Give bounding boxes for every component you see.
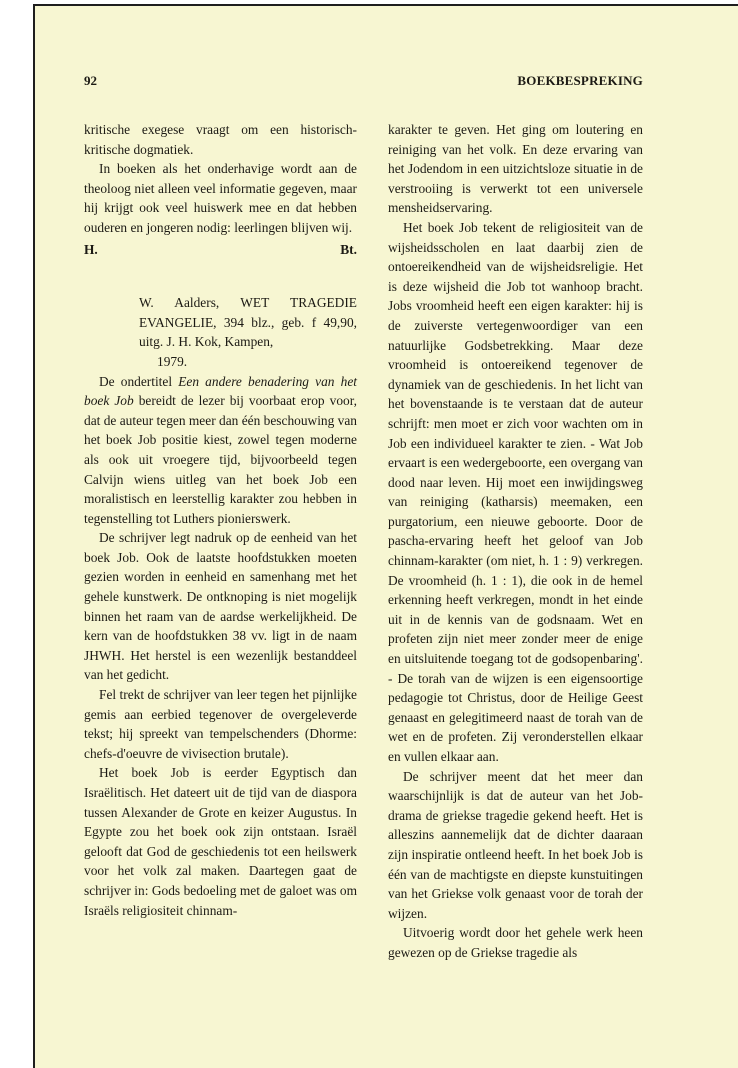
paragraph: De schrijver legt nadruk op de eenheid van het boek Job. Ook de laatste hoofdstukken moeten gezien worden in eenheid en samenhang met het gehele kunstwerk. De ontknoping is niet mogelijk binnen het raam van de aardse werkelijkheid. De kern van de hoofdstukken 38 vv. ligt in de naam JHWH. Het herstel is een wezenlijk bestanddeel van het gedicht. xyxy=(84,530,357,683)
running-title: BOEKBESPREKING xyxy=(517,73,643,88)
subtitle-italic: Een andere benadering van het boek Job xyxy=(84,373,357,409)
page-number: 92 xyxy=(84,73,97,88)
paragraph: De ondertitel Een andere benadering van het boek Job bereidt de lezer bij voorbaat erop voor, dat de auteur tegen meer dan één beschouwing van het boek Job positie kiest, zowel tegen moderne als ook uit vroegere tijd, bijvoorbeeld tegen Calvijn wiens uitleg van het boek Job een moralistisch en leerstellig karakter zou hebben in tegenstelling tot Luthers pionierswerk. xyxy=(84,373,357,526)
left-column xyxy=(84,120,357,920)
signature-initial: H. xyxy=(84,241,98,257)
paragraph: Uitvoerig wordt door het gehele werk heen gewezen op de Griekse tragedie als xyxy=(388,925,643,960)
bibliographic-entry xyxy=(139,293,357,371)
paragraph: De schrijver meent dat het meer dan waarschijnlijk is dat de auteur van het Job-drama de griekse tragedie gekend heeft. Het is alleszins aannemelijk dat de dichter daaraan zijn inspiratie ontleend heeft. In het boek Job is één van de machtigste en diepste kunstuitingen van het Griekse volk genaast voor de torah der wijzen. xyxy=(388,768,643,921)
paragraph: In boeken als het onderhavige wordt aan de theoloog niet alleen veel informatie gegeven, maar hij krijgt ook veel huiswerk mee en dat hebben ouderen en jongeren nodig: leerlingen blijven wij. xyxy=(84,161,357,235)
review-signature xyxy=(84,240,357,260)
book-year: 1979. xyxy=(157,353,188,369)
book-title: WET TRAGEDIE EVANGELIE, xyxy=(139,295,357,330)
paragraph: karakter te geven. Het ging om loutering en reiniging van het volk. En deze ervaring van het Jodendom in een uitzichtsloze situatie in de verstrooiing is verwerkt tot een universele mensheidservaring. xyxy=(388,122,643,216)
book-details: 394 blz., geb. f 49,90, uitg. J. H. Kok, Kampen, xyxy=(139,314,357,350)
paragraph: Het boek Job tekent de religiositeit van de wijsheidsscholen en laat daarbij zien de ontoereikendheid van de wijsheidsreligie. Het is deze wijsheid die Job tot wanhoop bracht. Jobs vroomheid heeft een eigen karakter: hij is de zuiverste vertegenwoordiger van een natuurlijke Godsbetrekking. Maar deze vroomheid is ontoereikend tegenover de dynamiek van de geschiedenis. In het licht van het bovenstaande is te verstaan dat de auteur schrijft: men moet er zich voor wachten om in Job een individueel karakter te zien. - Wat Job ervaart is een wedergeboorte, een overgang van dood naar leven. Hij moet een inwijdingsweg van reiniging (katharsis) meemaken, een purgatorium, een nieuwe geboorte. Door de pascha-ervaring heeft het geloof van Job chinnam-karakter (om niet, h. 1 : 9) verkregen. De vroomheid (h. 1 : 1), die ook in de hemel erkenning heeft verkregen, mondt in het einde uit in de kennis van de godsnaam. Wet en profeten zijn niet meer zonder meer de enige en uitsluitende toegang tot de godsopenbaring'. - De torah van de wijzen is een eigensoortige pedagogie tot Christus, door de Heilige Geest genaast en gelegitimeerd naast de torah van de wet en de profeten. Zij veronderstellen elkaar en vullen elkaar aan. xyxy=(388,219,643,764)
book-author: W. Aalders, xyxy=(139,295,220,311)
signature-initials: Bt. xyxy=(340,241,357,257)
paragraph: Fel trekt de schrijver van leer tegen het pijnlijke gemis aan eerbied tegenover de overgeleverde tekst; hij spreekt van tempelschenders (Dhorme: chefs-d'oeuvre de vivisection brutale). xyxy=(84,687,357,761)
right-column xyxy=(388,120,643,963)
paragraph: Het boek Job is eerder Egyptisch dan Israëlitisch. Het dateert uit de tijd van de diaspora tussen Alexander de Grote en keizer Augustus. In Egypte zou het boek ook zijn ontstaan. Israël gelooft dat God de geschiedenis tot een heilswerk voor het volk zal maken. Daartegen gaat de schrijver in: Gods bedoeling met de galoet was om Israëls religiositeit chinnam- xyxy=(84,765,357,918)
paragraph: kritische exegese vraagt om een historisch-kritische dogmatiek. xyxy=(84,122,357,157)
